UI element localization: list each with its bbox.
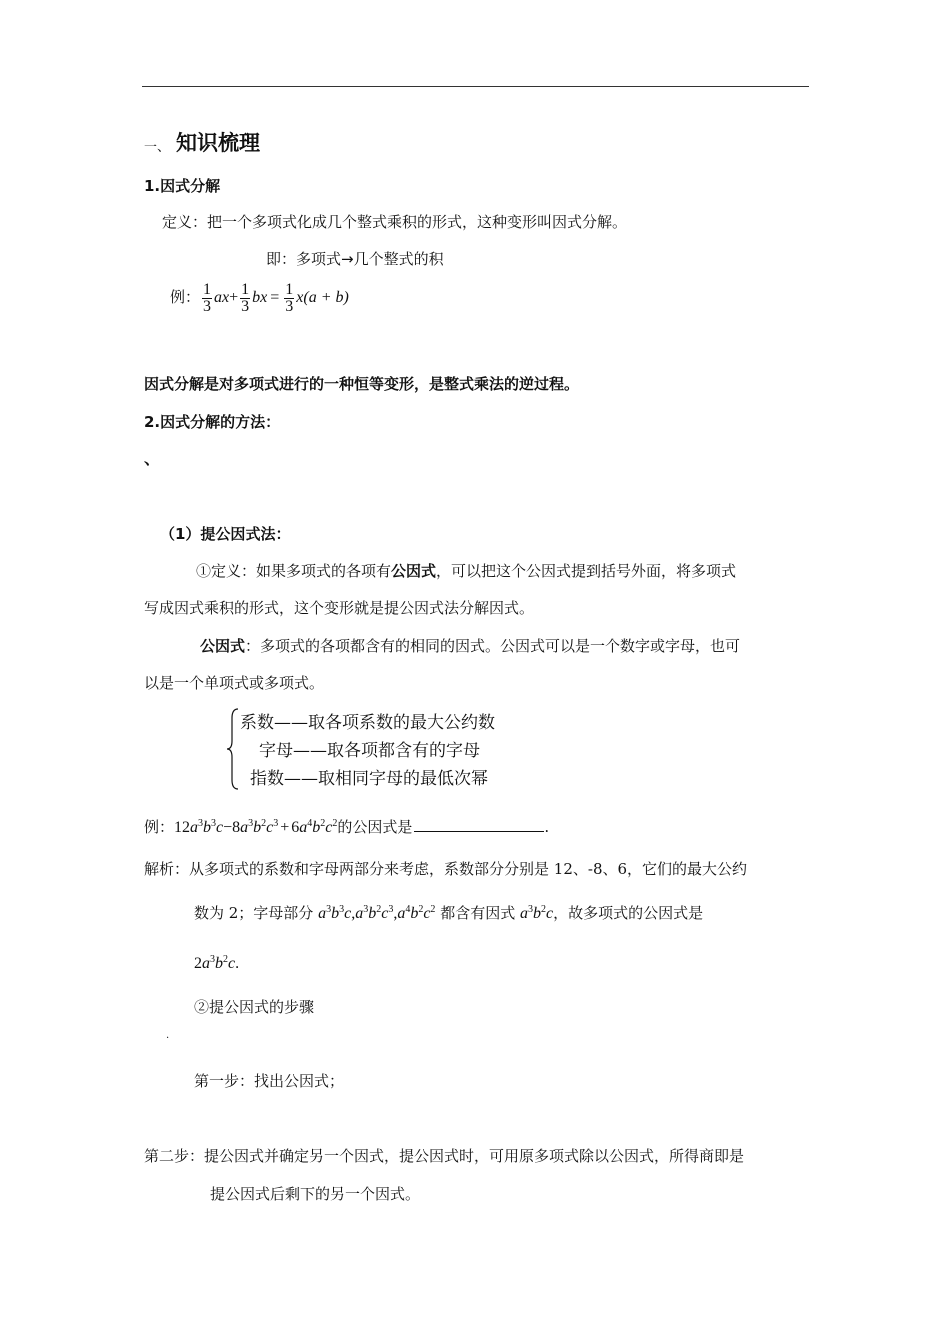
analysis-line2: 数为 2；字母部分 $a^3b^3c,a^3b^2c^3,a^4b^2c^2$ 都含有因式 $a^3b^2c$，故多项式的公因式是: [194, 904, 704, 922]
common-factor-line1: 公因式：多项式的各项都含有的相同的因式。公因式可以是一个数字或字母，也可: [200, 637, 741, 655]
brace-line-letter: 字母——取各项都含有的字母: [259, 741, 480, 761]
term-x-paren: x(a + b): [296, 289, 349, 307]
ji-line: [266, 248, 444, 269]
definition-text: 定义：把一个多项式化成几个整式乘积的形式，这种变形叫因式分解。: [162, 213, 628, 231]
example-label: 例：: [170, 288, 201, 307]
example-two: 例：$12a^3b^3c-8a^3b^2c^3 + 6a^4b^2c^2$的公因式是 .: [144, 818, 550, 836]
arrow-icon: →: [341, 250, 354, 268]
summary-text: 因式分解是对多项式进行的一种恒等变形，是整式乘法的逆过程。: [144, 375, 580, 393]
ji-prefix: 即：多项式: [266, 250, 342, 268]
example-suffix: 的公因式是: [337, 818, 413, 836]
fraction: $\frac{1}{3}$: [241, 281, 250, 315]
heading-factorization: 1.因式分解: [144, 177, 221, 195]
term-bx: bx: [252, 289, 268, 307]
fraction: $\frac{1}{3}$: [203, 281, 212, 315]
heading-methods: 2.因式分解的方法：: [144, 413, 281, 431]
steps-title: ②提公因式的步骤: [194, 998, 315, 1016]
polynomial: $12a^3b^3c-8a^3b^2c^3 + 6a^4b^2c^2$: [174, 818, 338, 836]
left-brace-icon: [226, 708, 240, 790]
answer-blank[interactable]: [414, 817, 544, 832]
definition2-line2: 写成因式乘积的形式，这个变形就是提公因式法分解因式。: [144, 599, 535, 617]
fraction: $\frac{1}{3}$: [285, 281, 294, 315]
brace-line-exponent: 指数——取相同字母的最低次幂: [250, 769, 488, 789]
stray-mark: 、: [144, 449, 161, 468]
ji-suffix: 几个整式的积: [353, 250, 444, 268]
common-factor-line2: 以是一个单项式或多项式。: [144, 674, 325, 692]
header-rule: [142, 86, 809, 87]
analysis-answer: $2a^3b^2c$.: [194, 954, 240, 972]
stray-dot: .: [166, 1030, 170, 1041]
common-factor-expr: $a^3b^2c$: [520, 904, 554, 922]
definition2-line1: ①定义：如果多项式的各项有公因式，可以把这个公因式提到括号外面，将多项式: [196, 562, 737, 580]
section-title: 知识梳理: [176, 131, 260, 155]
example-one: 例： $\frac{1}{3}$ ax+ $\frac{1}{3}$ bx = $\frac{1}{3}$ x(a + b): [170, 281, 349, 315]
sub-heading-common-factor: （1）提公因式法：: [160, 525, 291, 543]
brace-line-coefficient: 系数——取各项系数的最大公约数: [240, 713, 495, 733]
step-two-line2: 提公因式后剩下的另一个因式。: [210, 1185, 421, 1203]
section-marker: 一、: [144, 140, 171, 155]
analysis-line1: 解析：从多项式的系数和字母两部分来考虑，系数部分分别是 12、-8、6，它们的最大公约: [144, 860, 748, 878]
example-label: 例：: [144, 818, 175, 836]
term-ax: ax: [214, 289, 230, 307]
step-two-line1: 第二步：提公因式并确定另一个因式，提公因式时，可用原多项式除以公因式，所得商即是: [144, 1147, 745, 1165]
letter-parts: $a^3b^3c,a^3b^2c^3,a^4b^2c^2$: [318, 904, 436, 922]
step-one: 第一步：找出公因式；: [194, 1072, 345, 1090]
